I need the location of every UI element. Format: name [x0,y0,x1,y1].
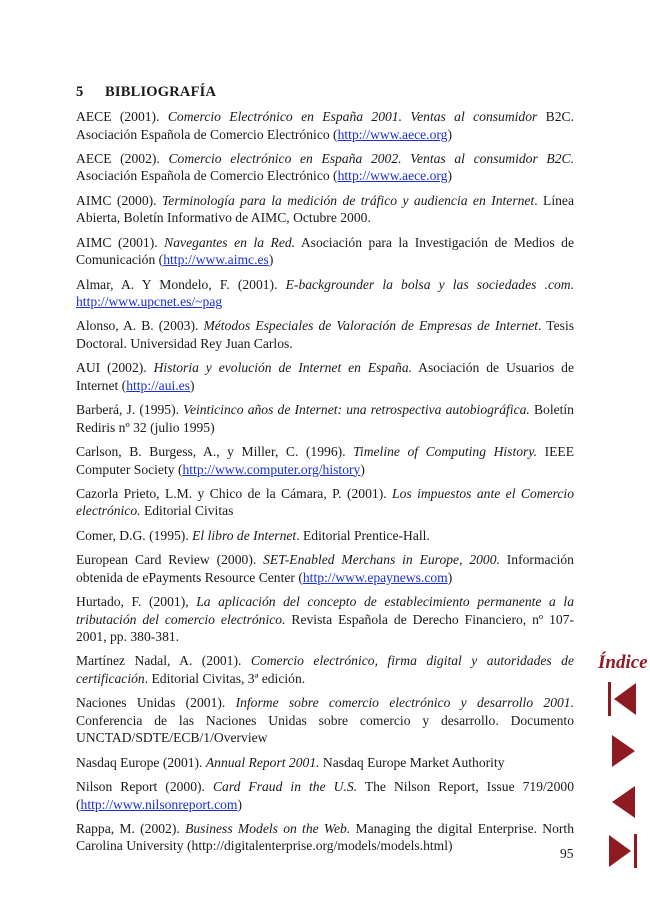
reference-title: Métodos Especiales de Valoración de Empresas de Internet [203,318,539,334]
reference-list [76,108,574,862]
reference-title: Informe sobre comercio electrónico y desarrollo 2001. [235,695,574,711]
reference-title: Comercio electrónico en España 2002. Ventas al consumidor B2C. [168,150,574,166]
section-title: BIBLIOGRAFÍA [105,84,217,100]
reference-text: Hurtado, F. (2001), [76,593,197,609]
reference-text: Asociación de Usuarios de Internet ( [76,360,574,393]
reference-text: Martínez Nadal, A. (2001). [76,653,251,669]
next-page-button[interactable] [612,735,636,767]
reference-text: Asociación para la Investigación de Medios de Comunicación ( [76,234,574,268]
reference-entry [76,192,574,227]
reference-text: Nasdaq Europe Market Authority [319,754,505,770]
reference-title: Annual Report 2001. [205,754,320,770]
reference-link[interactable]: http://www.aimc.es [163,252,269,268]
reference-entry [76,108,574,143]
reference-entry [76,778,574,813]
reference-title: Veinticinco años de Internet: una retrospectiva autobiográfica. [183,402,530,418]
reference-text: AIMC (2001). [76,234,165,250]
reference-entry [76,401,574,436]
reference-text: ) [268,252,274,268]
reference-text: B2C. Asociación Española de Comercio Electrónico ( [76,109,574,142]
reference-entry [76,820,574,855]
reference-entry [76,276,574,311]
last-page-icon [608,834,638,868]
reference-entry [76,317,574,352]
reference-link[interactable]: http://www.nilsonreport.com [80,796,238,812]
reference-entry [76,593,574,646]
reference-text: Managing the digital Enterprise. North Carolina University (http://digitalenterprise.org/models/models.html) [76,820,574,854]
reference-text: Asociación Española de Comercio Electrónico ( [76,168,338,184]
reference-text: . Editorial Civitas, 3ª edición. [144,670,306,686]
next-page-icon [612,735,636,767]
reference-text: ) [447,126,452,142]
reference-text: European Card Review (2000). [76,552,264,568]
previous-page-button[interactable] [612,786,636,818]
reference-text: ) [447,569,453,585]
section-heading [76,84,216,101]
reference-text: Información obtenida de ePayments Resource Center ( [76,552,574,585]
reference-title: El libro de Internet [192,527,297,543]
reference-text: ) [360,461,365,477]
reference-title: SET-Enabled Merchans in Europe, 2000. [263,552,500,568]
reference-text: Alonso, A. B. (2003). [76,318,204,334]
section-number: 5 [76,84,84,100]
reference-entry [76,234,574,269]
reference-text: . Línea Abierta, Boletín Informativo de AIMC, Octubre 2000. [76,192,575,226]
reference-entry [76,652,574,687]
reference-title: E-backgrounder la bolsa y las sociedades .com. [285,276,574,292]
reference-entry [76,527,574,545]
last-page-button[interactable] [608,834,638,868]
reference-link[interactable]: http://www.upcnet.es/~pag [76,294,223,310]
reference-link[interactable]: http://www.computer.org/history [182,461,361,477]
reference-link[interactable]: http://www.epaynews.com [302,569,448,585]
reference-text: Revista Española de Derecho Financiero, nº 107-2001, pp. 380-381. [76,611,574,645]
page-number: 95 [560,846,574,861]
reference-text: Carlson, B. Burgess, A., y Miller, C. (1996). [76,444,354,459]
reference-title: Card Fraud in the U.S. [212,779,358,794]
first-page-button[interactable] [608,682,638,716]
reference-entry [76,551,574,586]
reference-text: ) [190,377,195,393]
reference-text: Conferencia de las Naciones Unidas sobre comercio y desarrollo. Documento UNCTAD/SDTE/ECB/1/Overview [76,712,574,746]
reference-title: Navegantes en la Red. [164,234,296,250]
reference-entry [76,485,574,520]
reference-text: Boletín Rediris nº 32 (julio 1995) [76,402,574,435]
reference-text: IEEE Computer Society ( [76,444,575,477]
reference-title: Los impuestos ante el Comercio electrónico. [76,485,574,519]
reference-text: The Nilson Report, Issue 719/2000 ( [76,779,574,812]
reference-title: Comercio electrónico, firma digital y autoridades de certificación [76,653,575,686]
reference-entry [76,754,574,772]
reference-entry [76,150,574,185]
reference-text: Naciones Unidas (2001). [76,695,236,711]
reference-text: Almar, A. Y Mondelo, F. (2001). [76,276,286,292]
reference-entry [76,443,574,478]
reference-text: AIMC (2000). [76,192,162,208]
reference-text: Barberá, J. (1995). [76,402,184,418]
reference-text: Rappa, M. (2002). [76,820,186,836]
reference-text: Nilson Report (2000). [76,779,213,794]
reference-link[interactable]: http://www.aece.org [337,126,448,142]
reference-title: La aplicación del concepto de establecimiento permanente a la tributación del comercio electrónico. [76,593,574,627]
previous-page-icon [612,786,636,818]
reference-text: Editorial Civitas [140,503,234,519]
reference-link[interactable]: http://aui.es [126,377,191,393]
reference-text: AECE (2002). [76,150,169,166]
reference-text: . Tesis Doctoral. Universidad Rey Juan Carlos. [76,318,575,351]
reference-link[interactable]: http://www.aece.org [337,168,448,184]
reference-text: ) [237,796,243,812]
reference-title: Business Models on the Web. [185,820,351,836]
index-link[interactable]: Índice [598,652,648,673]
reference-text: AUI (2002). [76,360,154,376]
reference-title: Historia y evolución de Internet en España. [153,360,413,376]
reference-text: AECE (2001). [76,109,168,124]
reference-entry [76,694,574,747]
reference-text: Nasdaq Europe (2001). [76,754,206,770]
reference-title: Terminología para la medición de tráfico y audiencia en Internet [161,192,535,208]
first-page-icon [608,682,638,716]
reference-title: Timeline of Computing History. [353,444,538,459]
reference-text: ) [447,168,452,184]
reference-title: Comercio Electrónico en España 2001. Ventas al consumidor [167,109,538,124]
reference-entry [76,359,574,394]
reference-text: Cazorla Prieto, L.M. y Chico de la Cámara, P. (2001). [76,485,393,501]
reference-text: Comer, D.G. (1995). [76,527,193,543]
reference-text: . Editorial Prentice-Hall. [296,527,430,543]
